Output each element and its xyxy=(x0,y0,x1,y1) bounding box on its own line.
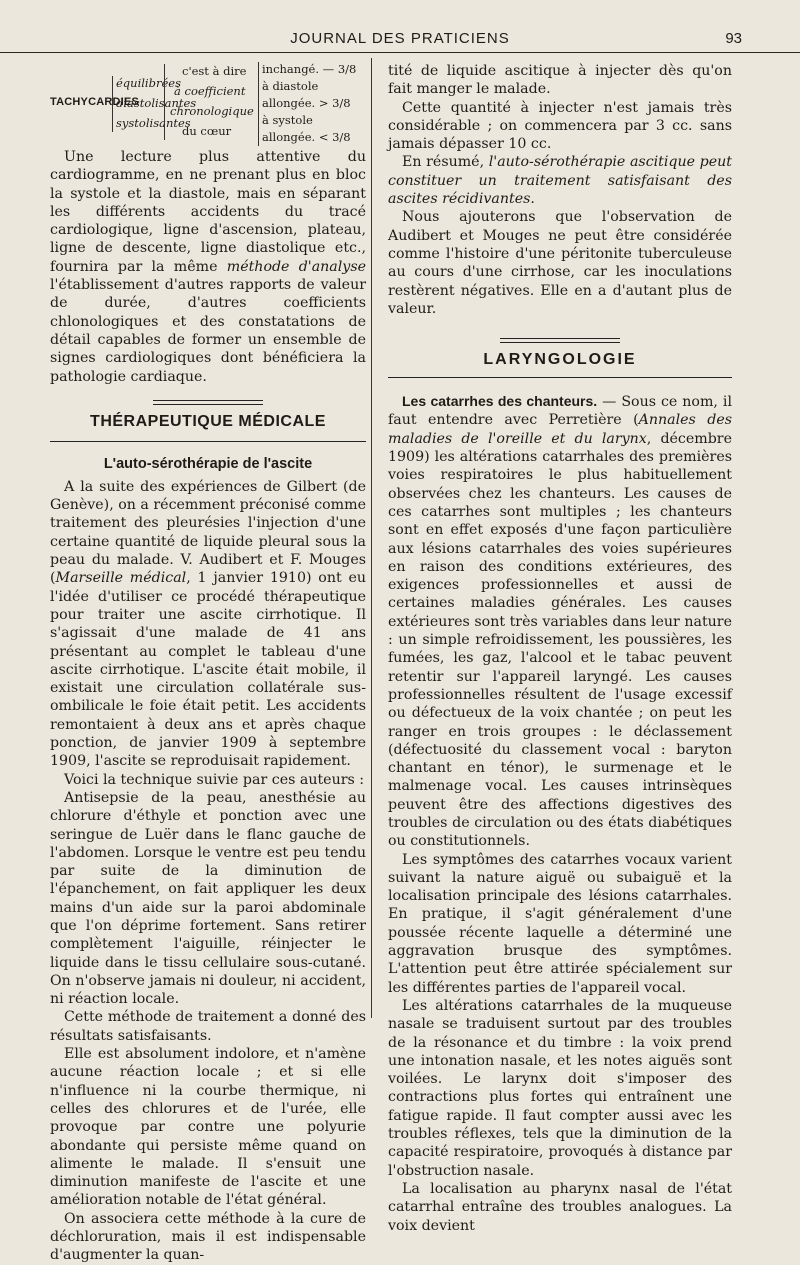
table-mid-3: chronologique xyxy=(170,104,254,118)
brace-right xyxy=(258,62,259,146)
table-right-2: à diastole xyxy=(262,79,319,93)
paragraph: Cette méthode de traitement a donné des résultats satisfaisants. xyxy=(50,1009,366,1044)
table-row-label: TACHYCARDIES xyxy=(50,96,139,108)
right-column xyxy=(388,62,732,1235)
paragraph: Elle est absolument indolore, et n'amène aucune réaction locale ; et si elle n'influence ni la courbe thermique, ni celles des chlorures et de l'urée, elle provoque par contre une polyurie abondante qui persiste même quand on alimente le malade. Il s'ensuit une diminution manifeste de l'ascite et une amélioration notable de l'état général. xyxy=(50,1046,366,1209)
table-mid-1: c'est à dire xyxy=(182,64,247,78)
brace-left xyxy=(112,76,113,132)
table-right-3: allongée. > 3/8 xyxy=(262,96,351,110)
table-right-4: à systole xyxy=(262,113,313,127)
paragraph: Les catarrhes des chanteurs. — Sous ce nom, il faut entendre avec Perretière (Annales des maladies de l'oreille et du larynx, décembre 1909) les altérations catarrhales des premières voies respiratoires le plus habituellement observées chez les chanteurs. Les causes de ces catarrhes sont multiples ; les chanteurs sont en effet exposés d'une façon particulière aux lésions catarrhales des voies supérieures en raison des conditions extérieures, des exigences professionnelles et aussi de certaines maladies générales. Les causes extérieures sont très variables dans leur nature : un simple refroidissement, les poussières, les fumées, les gaz, l'alcool et le tabac peuvent retentir sur l'appareil laryngé. Les causes professionnelles résultent de l'usage excessif ou défectueux de la voix chantée ; on peut les ranger en trois groupes : le déclassement (défectuosité du classement vocal : baryton chantant en ténor), le surmenage et le malmenage vocal. Les causes intrinsèques peuvent être des affections digestives des troubles de circulation ou des états diabétiques ou constitutionnels. xyxy=(388,393,732,850)
left-column xyxy=(50,62,366,1265)
table-mid-2: à coefficient xyxy=(174,84,246,98)
table-sub-1: équilibrées xyxy=(116,76,181,90)
paragraph: tité de liquide ascitique à injecter dès qu'on fait manger le malade. xyxy=(388,63,732,98)
paragraph: Les symptômes des catarrhes vocaux varient suivant la nature aiguë ou subaiguë et la localisation principale des lésions catarrhales. En pratique, il s'agit généralement d'une poussée récente laquelle a déterminé une aggravation brusque des symptômes. L'attention peut être attirée spécialement sur les différentes parties de l'appareil vocal. xyxy=(388,851,732,996)
paragraph: La localisation au pharynx nasal de l'état catarrhal entraîne des troubles analogues. La voix devient xyxy=(388,1180,732,1234)
table-mid-4: du cœur xyxy=(182,124,232,138)
column-separator xyxy=(371,58,372,1018)
paragraph: Les altérations catarrhales de la muqueuse nasale se traduisent surtout par des troubles de la résonance et du timbre : la voix prend une intonation nasale, et les notes aiguës sont voilées. Le larynx doit s'imposer des contractions plus fortes qui entraînent une fatigue rapide. Il faut compter aussi avec les troubles réflexes, tels que la diminution de la capacité respiratoire, provoqués à distance par l'obstruction nasale. xyxy=(388,997,732,1179)
page-number: 93 xyxy=(725,30,742,47)
paragraph: Cette quantité à injecter n'est jamais très considérable ; on commencera par 3 cc. sans jamais dépasser 10 cc. xyxy=(388,99,732,153)
journal-title: JOURNAL DES PRATICIENS xyxy=(290,30,510,47)
paragraph: Une lecture plus attentive du cardiogramme, en ne prenant plus en bloc la systole et la diastole, mais en séparant les différents accidents du tracé cardiologique, ligne d'ascension, plateau, ligne de descente, ligne diastolique etc., fournira par la même méthode d'analyse l'établissement d'autres rapports de valeur de durée, d'autres coefficients chlonologiques et des constatations de détail capables de former un ensemble de signes cardiologiques dont bénéficiera la pathologie cardiaque. xyxy=(50,149,366,385)
table-sub-3: systolisantes xyxy=(116,116,191,130)
paragraph: En résumé, l'auto-sérothérapie ascitique peut constituer un traitement satisfaisant des ascites récidivantes. xyxy=(388,154,732,208)
article-title: L'auto-sérothérapie de l'ascite xyxy=(103,455,313,472)
section-title: LARYNGOLOGIE xyxy=(388,343,732,378)
paragraph: Nous ajouterons que l'observation de Audibert et Mouges ne peut être considérée comme l'histoire d'une péritonite tuberculeuse au cours d'une cirrhose, car les inoculations restèrent négatives. Elle en a d'autant plus de valeur. xyxy=(388,209,732,317)
section-title: THÉRAPEUTIQUE MÉDICALE xyxy=(50,405,366,442)
tachycardia-table xyxy=(50,62,366,148)
paragraph: A la suite des expériences de Gilbert (de Genève), on a récemment préconisé comme traitement des pleurésies l'injection d'une certaine quantité de liquide pleural sous la peau du malade. V. Audibert et F. Mouges (Marseille médical, 1 janvier 1910) ont eu l'idée d'utiliser ce procédé thérapeutique pour traiter une ascite cirrhotique. Il s'agissait d'une malade de 41 ans présentant au complet le tableau d'une ascite cirrhotique. L'ascite était mobile, il existait une circulation collatérale sus-ombilicale le foie était petit. Les accidents remontaient à deux ans et après chaque ponction, de janvier 1909 à septembre 1909, l'ascite se reproduisait rapidement. xyxy=(50,478,367,770)
table-sub-2: diastolisantes xyxy=(116,96,197,110)
paragraph: Antisepsie de la peau, anesthésie au chlorure d'éthyle et ponction avec une seringue de Luër dans le flanc gauche de l'abdomen. Lorsque le ventre est peu tendu par suite de la diminution de l'épanchement, on fait appliquer les deux mains d'un aide sur la paroi abdominale que l'on déprime fortement. Sans retirer complètement l'aiguille, réinjecter le liquide dans le tissu cellulaire sous-cutané. On n'observe jamais ni douleur, ni accident, ni réaction locale. xyxy=(50,789,366,1008)
table-right-5: allongée. < 3/8 xyxy=(262,130,351,144)
running-head xyxy=(0,28,800,53)
paragraph: Voici la technique suivie par ces auteurs : xyxy=(64,771,365,788)
table-right-1: inchangé. — 3/8 xyxy=(262,62,357,76)
brace-middle xyxy=(164,64,165,140)
paragraph: On associera cette méthode à la cure de déchloruration, mais il est indispensable d'augmenter la quan- xyxy=(50,1210,366,1264)
